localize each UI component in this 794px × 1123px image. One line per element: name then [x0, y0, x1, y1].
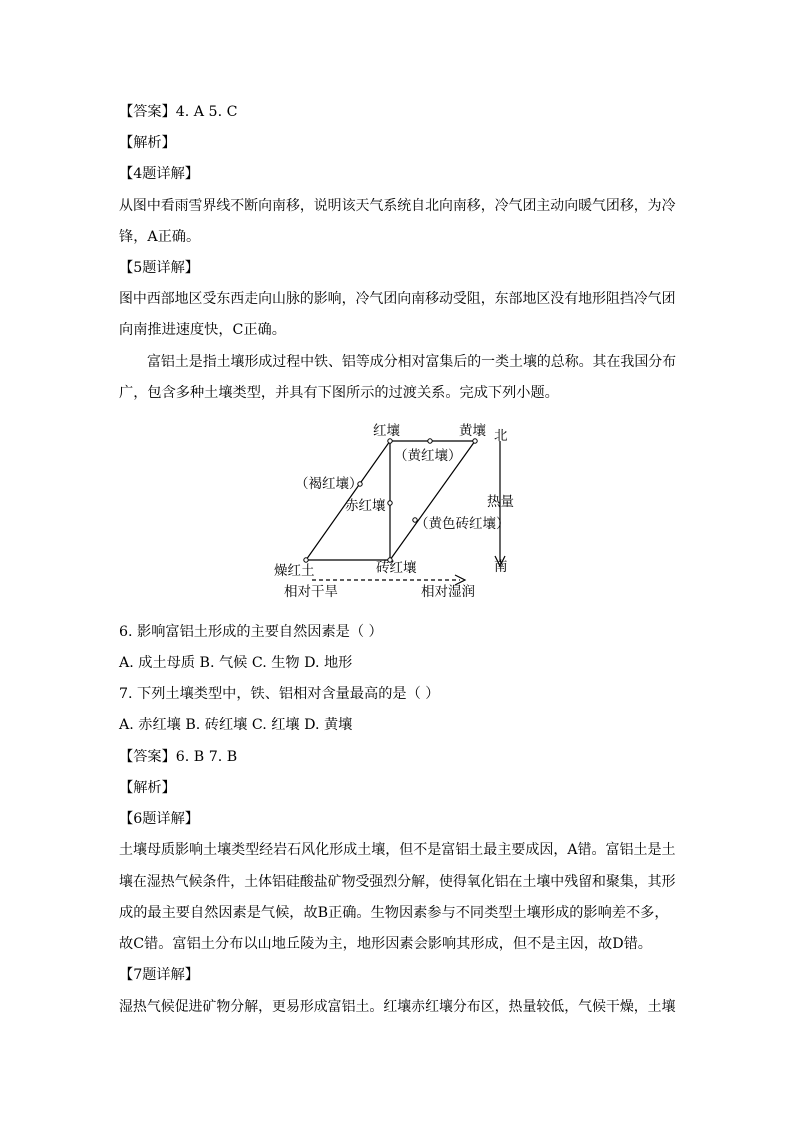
detail-5-title: 【5题详解】 [119, 260, 199, 276]
label-reliang: 热量 [487, 494, 514, 510]
detail-5-line-2: 向南推进速度快，C正确。 [119, 322, 286, 338]
point-huanghongrang [428, 439, 432, 443]
intro-line-1: 富铝土是指土壤形成过程中铁、铝等成分相对富集后的一类土壤的总称。其在我国分布 [147, 354, 677, 370]
point-huangrang [473, 439, 477, 443]
question-6-stem: 6. 影响富铝土形成的主要自然因素是（ ） [119, 624, 383, 640]
label-huangsezhuan: （黄色砖红壤） [415, 516, 510, 532]
question-6-options: A. 成土母质 B. 气候 C. 生物 D. 地形 [119, 655, 353, 671]
answer-4-5: 【答案】4. A 5. C [119, 104, 238, 120]
detail-5-line-1: 图中西部地区受东西走向山脉的影响，冷气团向南移动受阻，东部地区没有地形阻挡冷气团 [119, 291, 676, 307]
label-huanghongrang: （黄红壤） [394, 448, 462, 464]
label-dry: 相对干旱 [284, 584, 338, 600]
label-nan: 南 [494, 559, 508, 575]
analysis-heading-4-5: 【解析】 [119, 135, 176, 151]
answer-6-7: 【答案】6. B 7. B [119, 749, 238, 765]
detail-6-line-4: 故C错。富铝土分布以山地丘陵为主，地形因素会影响其形成，但不是主因，故D错。 [119, 936, 652, 952]
intro-line-2: 广，包含多种土壤类型，并具有下图所示的过渡关系。完成下列小题。 [119, 385, 559, 401]
label-hongrang: 红壤 [373, 423, 400, 439]
point-zaohongtu [304, 558, 308, 562]
label-zaohongtu: 燥红土 [274, 563, 315, 579]
detail-6-line-2: 壤在湿热气候条件，土体铝硅酸盐矿物受强烈分解，使得氧化铝在土壤中残留和聚集，其形 [119, 874, 676, 890]
label-wet: 相对湿润 [421, 584, 475, 600]
detail-7-title: 【7题详解】 [119, 967, 199, 983]
analysis-heading-6-7: 【解析】 [119, 780, 176, 796]
detail-4-title: 【4题详解】 [119, 166, 199, 182]
label-chihongrang: 赤红壤 [345, 498, 386, 514]
question-7-options: A. 赤红壤 B. 砖红壤 C. 红壤 D. 黄壤 [119, 717, 353, 733]
label-hehongrang: （褐红壤） [295, 476, 363, 492]
detail-4-line-1: 从图中看雨雪界线不断向南移，说明该天气系统自北向南移，冷气团主动向暖气团移，为冷 [119, 198, 676, 214]
point-hongrang [388, 439, 392, 443]
detail-7-line-1: 湿热气候促进矿物分解，更易形成富铝土。红壤赤红壤分布区，热量较低，气候干燥，土壤 [119, 999, 676, 1015]
label-zhuanhongrang: 砖红壤 [376, 560, 417, 576]
detail-6-line-3: 成的最主要自然因素是气候，故B正确。生物因素参与不同类型土壤形成的影响差不多， [119, 905, 669, 921]
question-7-stem: 7. 下列土壤类型中，铁、铝相对含量最高的是（ ） [119, 686, 440, 702]
detail-6-line-1: 土壤母质影响土壤类型经岩石风化形成土壤，但不是富铝土最主要成因，A错。富铝土是土 [119, 842, 676, 858]
label-huangrang: 黄壤 [459, 423, 486, 439]
label-bei: 北 [494, 428, 508, 444]
detail-6-title: 【6题详解】 [119, 811, 199, 827]
detail-4-line-2: 锋，A正确。 [119, 229, 201, 245]
point-chihongrang [388, 501, 392, 505]
